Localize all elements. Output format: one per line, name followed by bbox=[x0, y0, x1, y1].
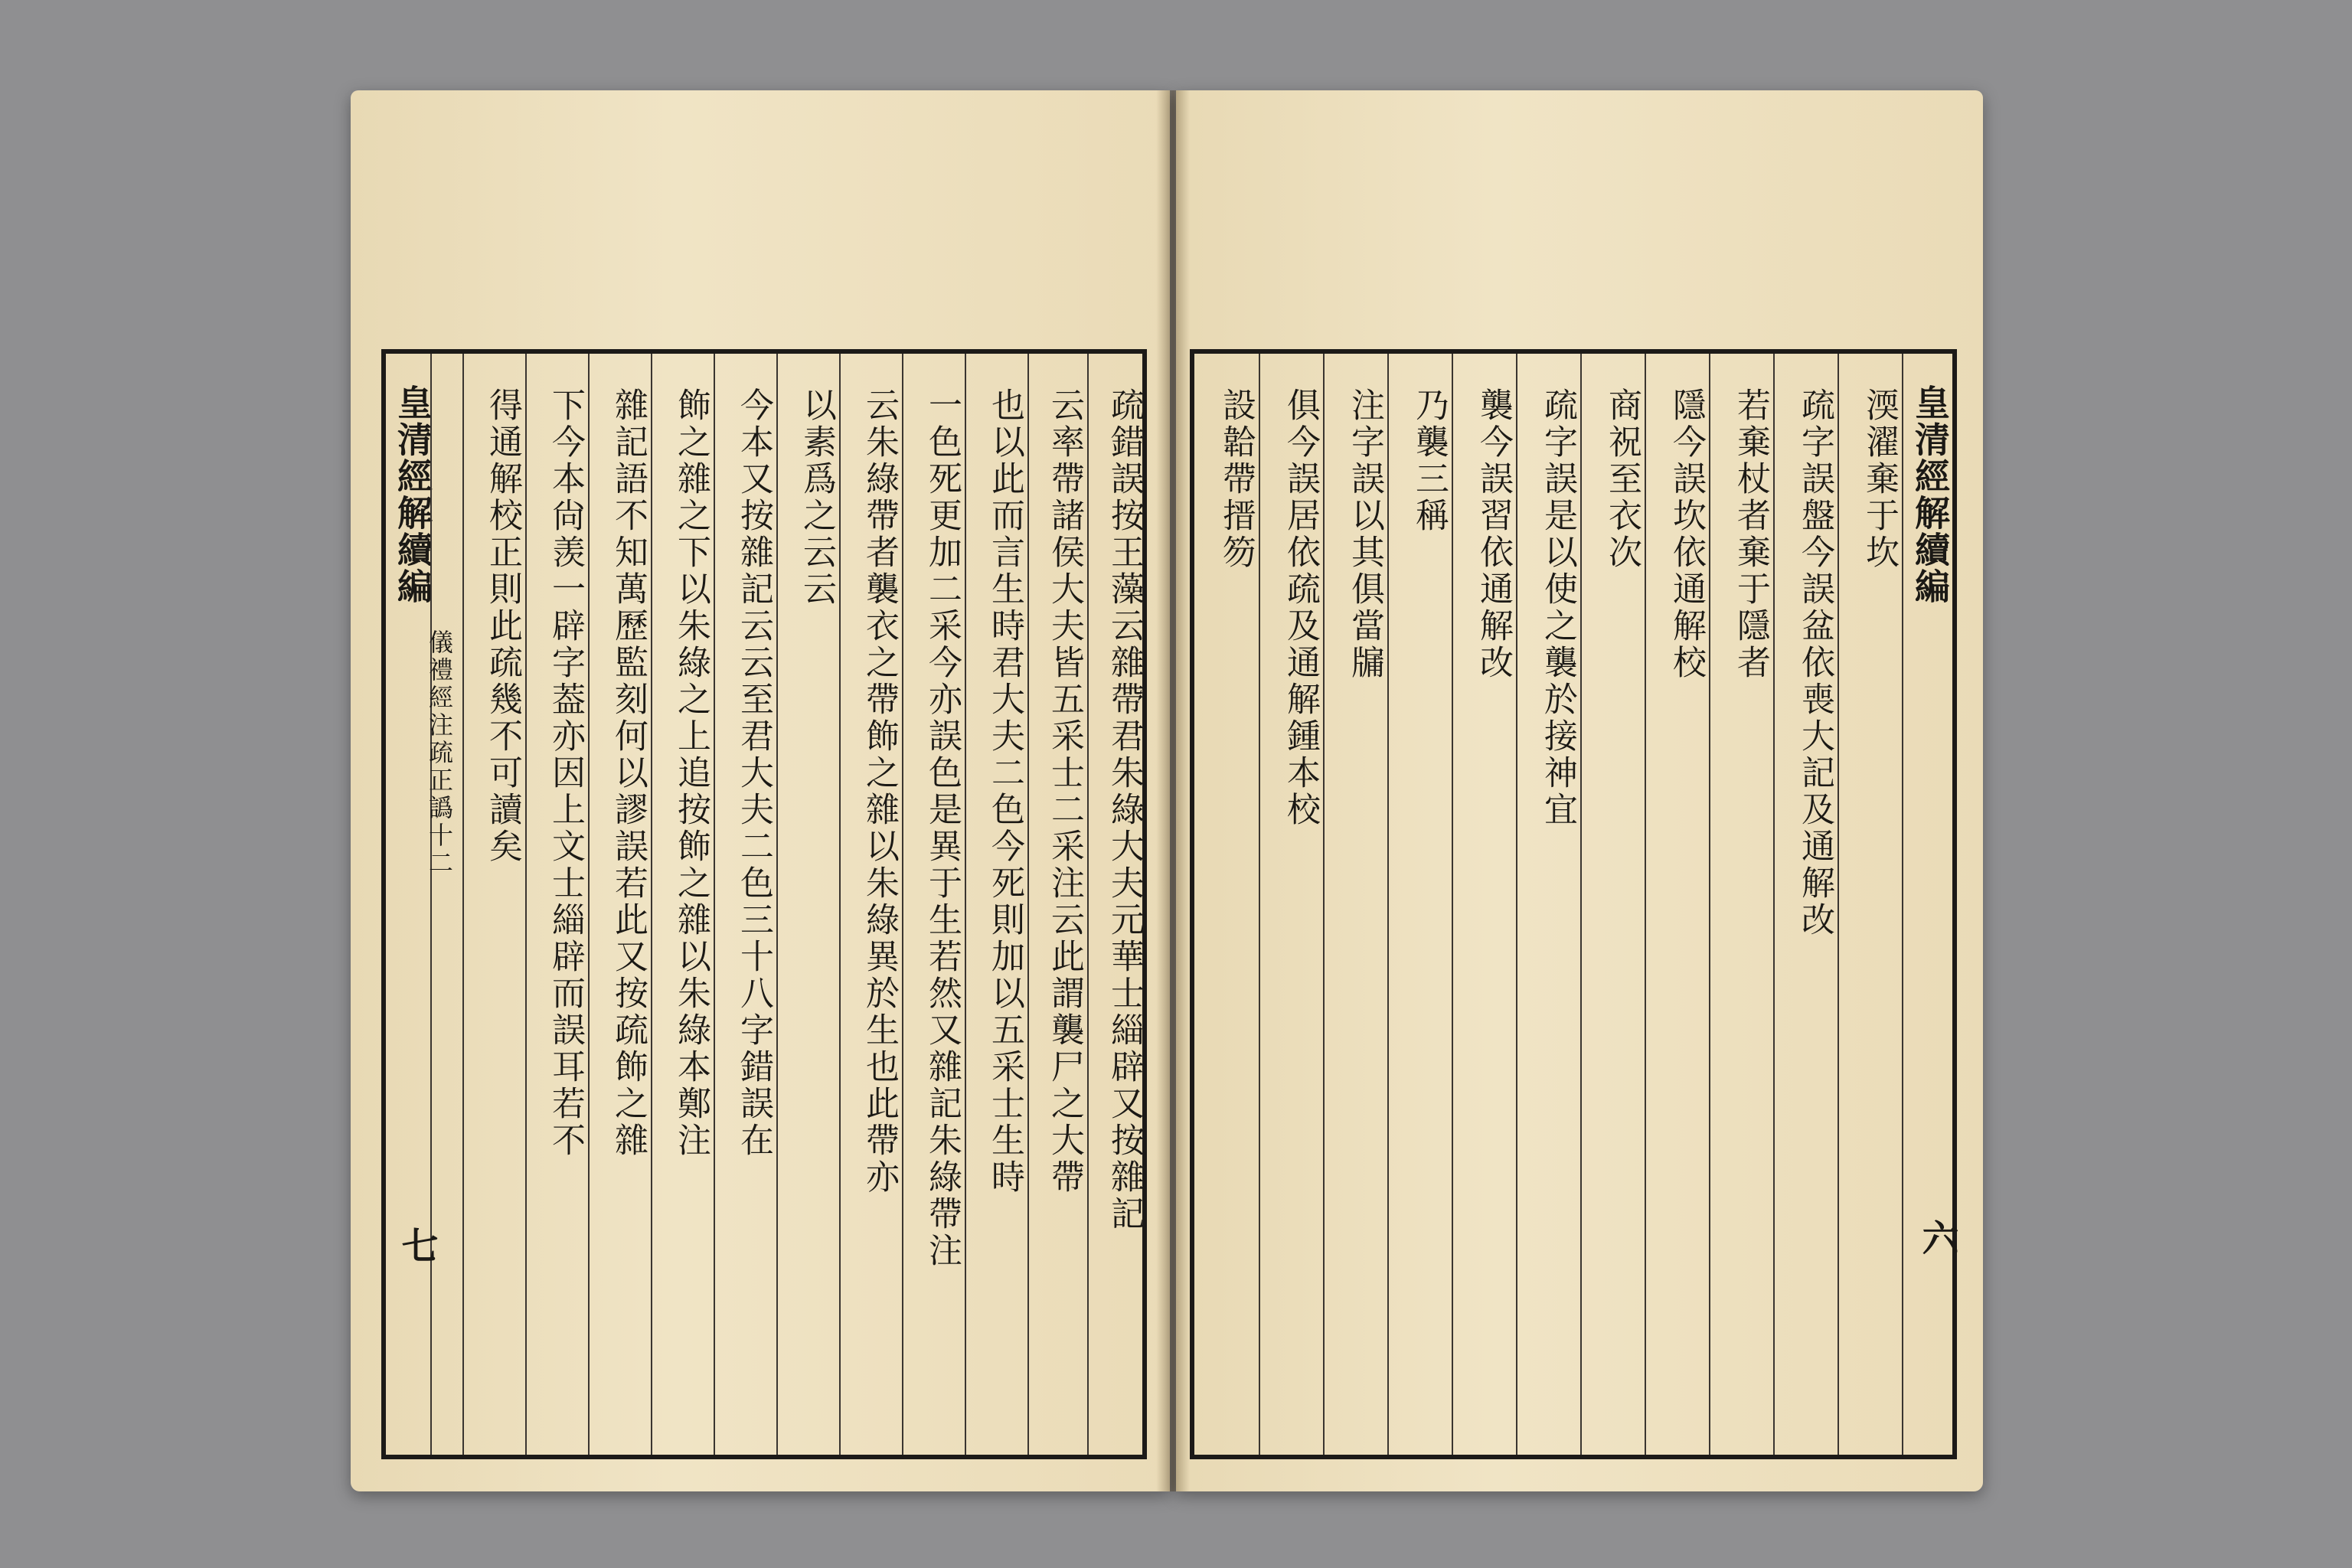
left-edge-title: 皇清經解續編 bbox=[392, 384, 433, 605]
left-col-6: 以素爲之云云 bbox=[776, 354, 839, 1455]
left-col-8: 飾之雜之下以朱綠之上追按飾之雜以朱綠本鄭注 bbox=[651, 354, 714, 1455]
book-gutter bbox=[1156, 90, 1190, 1491]
left-col-9: 雜記語不知萬歷監刻何以謬誤若此又按疏飾之雜 bbox=[588, 354, 651, 1455]
left-col-10: 下今本尙羡一辟字葢亦因上文士緇辟而誤耳若不 bbox=[525, 354, 588, 1455]
right-edge-title: 皇清經解續編 bbox=[1909, 384, 1951, 605]
right-col-6: 疏字誤是以使之襲於接神宜 bbox=[1516, 354, 1580, 1455]
left-col-1: 疏錯誤按王藻云雜帶君朱綠大夫元華士緇辟又按雜記 bbox=[1087, 354, 1147, 1455]
left-page bbox=[351, 90, 1170, 1491]
left-col-7: 今本又按雜記云云至君大夫二色三十八字錯誤在 bbox=[714, 354, 776, 1455]
left-col-3: 也以此而言生時君大夫二色今死則加以五采士生時 bbox=[965, 354, 1027, 1455]
left-col-11: 得通解校正則此疏幾不可讀矣 bbox=[462, 354, 525, 1455]
left-folio: 七 bbox=[395, 1227, 438, 1263]
right-text-frame bbox=[1190, 349, 1957, 1459]
left-edge-subtitle: 儀禮經注疏正譌十二 bbox=[430, 354, 462, 1455]
right-col-5: 商祝至衣次 bbox=[1580, 354, 1645, 1455]
right-col-9: 注字誤以其俱當牖 bbox=[1323, 354, 1387, 1455]
right-folio: 六 bbox=[1916, 1219, 1958, 1256]
right-col-7: 襲今誤習依通解改 bbox=[1452, 354, 1516, 1455]
right-col-2: 疏字誤盤今誤盆依喪大記及通解改 bbox=[1773, 354, 1838, 1455]
right-col-8: 乃襲三稱 bbox=[1387, 354, 1452, 1455]
left-col-5: 云朱綠帶者襲衣之帶飾之雜以朱綠異於生也此帶亦 bbox=[839, 354, 902, 1455]
left-text-frame bbox=[381, 349, 1147, 1459]
right-edge-strip bbox=[1902, 354, 1955, 1455]
open-book bbox=[351, 90, 1983, 1491]
right-col-1: 渜濯棄于坎 bbox=[1838, 354, 1902, 1455]
right-col-4: 隱今誤坎依通解校 bbox=[1645, 354, 1709, 1455]
right-col-11: 設韐帶搢笏 bbox=[1217, 387, 1256, 571]
right-col-10: 俱今誤居依疏及通解鍾本校 bbox=[1259, 354, 1323, 1455]
left-col-2: 云率帶諸侯大夫皆五采士二采注云此謂襲尸之大帶 bbox=[1027, 354, 1087, 1455]
right-col-3: 若棄杖者棄于隱者 bbox=[1709, 354, 1773, 1455]
left-col-4: 一色死更加二采今亦誤色是異于生若然又雜記朱綠帶注 bbox=[902, 354, 965, 1455]
